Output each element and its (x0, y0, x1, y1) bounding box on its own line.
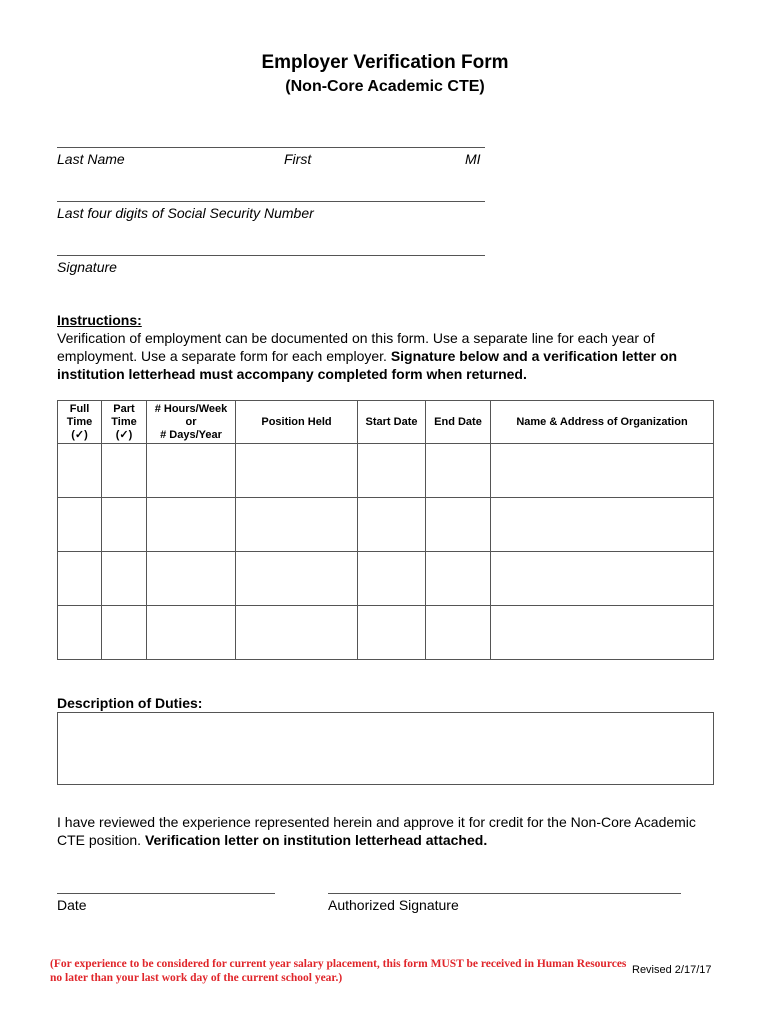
cell-position[interactable] (236, 444, 358, 498)
cell-organization[interactable] (491, 606, 714, 660)
last-name-label: Last Name (57, 151, 125, 167)
authorized-signature-label: Authorized Signature (328, 897, 459, 913)
date-label: Date (57, 897, 87, 913)
cell-hours[interactable] (147, 606, 236, 660)
cell-end-date[interactable] (426, 552, 491, 606)
col-hours: # Hours/Week or # Days/Year (147, 401, 236, 444)
authorized-signature-line[interactable] (328, 893, 681, 894)
cell-full-time[interactable] (58, 498, 102, 552)
cell-end-date[interactable] (426, 498, 491, 552)
table-row (58, 606, 714, 660)
duties-textbox[interactable] (57, 712, 714, 785)
cell-part-time[interactable] (102, 552, 147, 606)
cell-part-time[interactable] (102, 444, 147, 498)
approval-statement (57, 813, 717, 849)
cell-part-time[interactable] (102, 606, 147, 660)
signature-line[interactable] (57, 255, 485, 256)
approval-normal: I have reviewed the experience represented herein and approve it for credit for the Non-Core Academic CTE position. (57, 814, 696, 848)
col-position-held: Position Held (236, 401, 358, 444)
cell-end-date[interactable] (426, 444, 491, 498)
approval-bold: Verification letter on institution letterhead attached. (144, 832, 488, 848)
col-full-time: Full Time (✓) (58, 401, 102, 444)
name-line[interactable] (57, 147, 485, 148)
footer-note-line2: no later than your last work day of the current school year.) (50, 972, 343, 984)
cell-full-time[interactable] (58, 552, 102, 606)
cell-end-date[interactable] (426, 606, 491, 660)
ssn-label: Last four digits of Social Security Number (57, 205, 314, 221)
form-subtitle: (Non-Core Academic CTE) (285, 78, 485, 95)
table-header-row (58, 401, 714, 444)
col-start-date: Start Date (358, 401, 426, 444)
cell-hours[interactable] (147, 444, 236, 498)
table-row (58, 552, 714, 606)
cell-start-date[interactable] (358, 444, 426, 498)
cell-position[interactable] (236, 606, 358, 660)
cell-position[interactable] (236, 552, 358, 606)
cell-organization[interactable] (491, 444, 714, 498)
revised-date: Revised 2/17/17 (632, 964, 712, 976)
col-end-date: End Date (426, 401, 491, 444)
first-name-label: First (284, 151, 312, 167)
form-title: Employer Verification Form (261, 52, 509, 73)
table-row (58, 444, 714, 498)
instructions-text (57, 329, 717, 383)
col-organization: Name & Address of Organization (491, 401, 714, 444)
table-row (58, 498, 714, 552)
mi-label: MI (465, 151, 481, 167)
cell-start-date[interactable] (358, 606, 426, 660)
cell-organization[interactable] (491, 498, 714, 552)
footer-note-line1: (For experience to be considered for current year salary placement, this form MUST be received in Human Resources (50, 958, 627, 970)
cell-hours[interactable] (147, 498, 236, 552)
instructions-bold: Signature below and a verification letter on institution letterhead must accompany completed form when returned. (57, 348, 678, 382)
ssn-line[interactable] (57, 201, 485, 202)
footer-note (50, 957, 626, 985)
cell-start-date[interactable] (358, 498, 426, 552)
signature-label: Signature (57, 259, 117, 275)
duties-heading: Description of Duties: (57, 695, 203, 711)
cell-organization[interactable] (491, 552, 714, 606)
cell-hours[interactable] (147, 552, 236, 606)
col-part-time: Part Time (✓) (102, 401, 147, 444)
cell-full-time[interactable] (58, 606, 102, 660)
cell-full-time[interactable] (58, 444, 102, 498)
cell-start-date[interactable] (358, 552, 426, 606)
instructions-normal: Verification of employment can be documented on this form. Use a separate line for each year of employment. Use a separate form for each employer. (57, 330, 655, 364)
date-line[interactable] (57, 893, 275, 894)
employment-table (57, 400, 714, 660)
instructions-heading: Instructions: (57, 312, 142, 328)
cell-part-time[interactable] (102, 498, 147, 552)
cell-position[interactable] (236, 498, 358, 552)
